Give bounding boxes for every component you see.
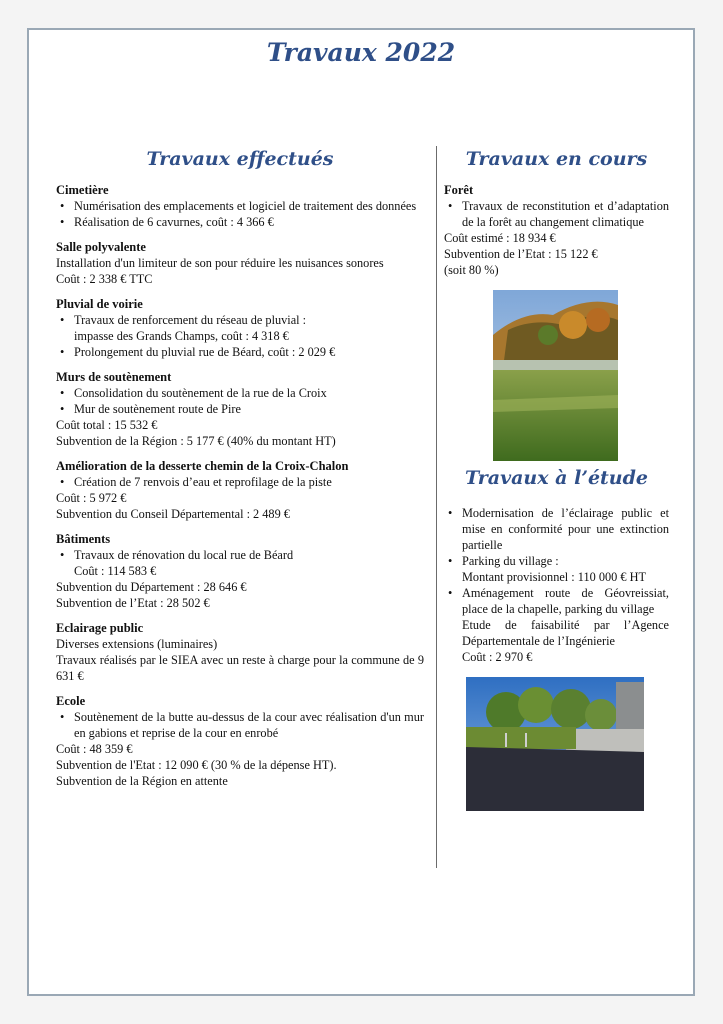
subvention-line: Subvention de l’Etat : 28 502 € xyxy=(56,596,210,610)
cost-line: Coût total : 15 532 € xyxy=(56,418,158,432)
list-item: • Modernisation de l’éclairage public et mise en conformité pour une extinction partielle xyxy=(444,505,669,553)
block-title: Amélioration de la desserte chemin de la Croix-Chalon xyxy=(56,459,349,473)
subvention-line: Subvention de la Région en attente xyxy=(56,774,228,788)
block-title: Forêt xyxy=(444,183,474,197)
list-item-text: Aménagement route de Géovreissiat, place de la chapelle, parking du village xyxy=(462,586,669,616)
block-etude xyxy=(444,505,669,665)
text-line: Travaux réalisés par le SIEA avec un reste à charge pour la commune de 9 631 € xyxy=(56,653,424,683)
text-line: Installation d'un limiteur de son pour réduire les nuisances sonores xyxy=(56,256,384,270)
block-foret xyxy=(444,182,669,278)
list-item: • Numérisation des emplacements et logiciel de traitement des données xyxy=(56,198,424,214)
block-title: Bâtiments xyxy=(56,532,111,546)
travaux-effectues-column xyxy=(56,148,424,798)
block-eclairage xyxy=(56,620,424,684)
block-title: Salle polyvalente xyxy=(56,240,146,254)
cost-line: Coût : 114 583 € xyxy=(74,564,157,578)
road-photo-wrap xyxy=(444,677,669,811)
subvention-line: Subvention de la Région : 5 177 € (40% du montant HT) xyxy=(56,434,336,448)
block-murs-soutenement xyxy=(56,369,424,449)
right-column xyxy=(444,148,669,811)
subvention-line: Subvention de l’Etat : 15 122 € xyxy=(444,247,598,261)
document-page xyxy=(27,28,695,996)
page-title: Travaux 2022 xyxy=(266,38,456,67)
cost-line: Coût : 5 972 € xyxy=(56,491,127,505)
block-cimetiere xyxy=(56,182,424,230)
list-item-subtext: impasse des Grands Champs, coût : 4 318 € xyxy=(74,329,289,343)
list-item-cost: Coût : 2 970 € xyxy=(462,650,533,664)
list-item: • Consolidation du soutènement de la rue de la Croix xyxy=(56,385,424,401)
cost-line: Coût estimé : 18 934 € xyxy=(444,231,556,245)
section-heading-en-cours: Travaux en cours xyxy=(465,148,648,170)
subvention-line: Subvention du Département : 28 646 € xyxy=(56,580,247,594)
block-ecole xyxy=(56,693,424,789)
list-item: • Prolongement du pluvial rue de Béard, coût : 2 029 € xyxy=(56,344,424,360)
subvention-line: Subvention du Conseil Départemental : 2 489 € xyxy=(56,507,290,521)
block-title: Pluvial de voirie xyxy=(56,297,143,311)
section-heading-etude: Travaux à l’étude xyxy=(465,467,648,489)
block-batiments xyxy=(56,531,424,611)
list-item-subtext: Montant provisionnel : 110 000 € HT xyxy=(462,570,646,584)
list-item: • Travaux de rénovation du local rue de Béard xyxy=(56,547,424,563)
forest-photo-wrap xyxy=(444,290,669,461)
subvention-line: Subvention de l'Etat : 12 090 € (30 % de la dépense HT). xyxy=(56,758,337,772)
column-divider xyxy=(436,146,437,868)
block-title: Ecole xyxy=(56,694,86,708)
list-item-text: Travaux de renforcement du réseau de pluvial : xyxy=(74,313,307,327)
list-item: • Mur de soutènement route de Pire xyxy=(56,401,424,417)
list-item xyxy=(56,312,424,344)
block-title: Murs de soutènement xyxy=(56,370,172,384)
block-desserte xyxy=(56,458,424,522)
forest-photo xyxy=(493,290,618,461)
list-item: • Réalisation de 6 cavurnes, coût : 4 366 € xyxy=(56,214,424,230)
text-line: Diverses extensions (luminaires) xyxy=(56,637,218,651)
block-title: Cimetière xyxy=(56,183,109,197)
block-salle-polyvalente xyxy=(56,239,424,287)
cost-line: Coût : 2 338 € TTC xyxy=(56,272,153,286)
list-item xyxy=(444,585,669,665)
road-photo xyxy=(466,677,644,811)
list-item: • Création de 7 renvois d’eau et reprofilage de la piste xyxy=(56,474,424,490)
list-item: • Travaux de reconstitution et d’adaptation de la forêt au changement climatique xyxy=(444,198,669,230)
list-item-subtext: Etude de faisabilité par l’Agence Départementale de l’Ingénierie xyxy=(462,618,669,648)
list-item xyxy=(444,553,669,585)
section-heading-effectues: Travaux effectués xyxy=(146,148,334,170)
list-item-text: Parking du village : xyxy=(462,554,559,568)
list-item: • Soutènement de la butte au-dessus de la cour avec réalisation d'un mur en gabions et reprise de la cour en enrobé xyxy=(56,709,424,741)
cost-line: Coût : 48 359 € xyxy=(56,742,133,756)
block-title: Eclairage public xyxy=(56,621,144,635)
block-pluvial xyxy=(56,296,424,360)
percent-line: (soit 80 %) xyxy=(444,263,499,277)
